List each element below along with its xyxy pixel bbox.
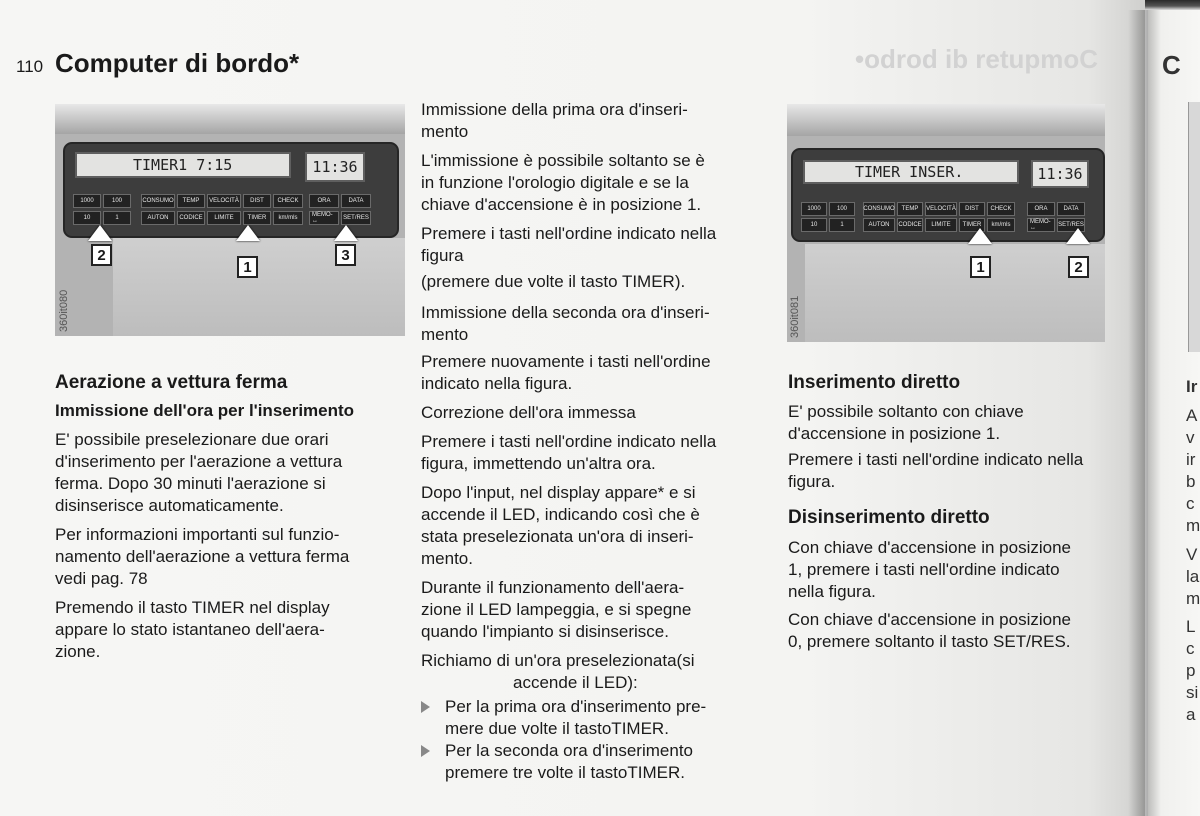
paragraph: Premere nuovamente i tasti nell'ordine indicato nella figura. bbox=[421, 352, 711, 393]
adjacent-page-fragment: A bbox=[1186, 406, 1198, 425]
show-through-title: •odrod ib retupmoC bbox=[855, 44, 1099, 74]
button-row-mid-bottom bbox=[141, 211, 303, 225]
section-subheading: Immissione dell'ora per l'inserimento bbox=[55, 401, 355, 420]
adjacent-page-fragment: si bbox=[1186, 683, 1199, 702]
adjacent-page bbox=[1148, 10, 1200, 816]
button-100[interactable]: 100 bbox=[103, 194, 131, 208]
section-heading: Disinserimento diretto bbox=[788, 507, 990, 528]
button-check[interactable]: CHECK bbox=[987, 202, 1015, 216]
paragraph: Durante il funzionamento dell'aera- zione il LED lampeggia, e si spegne quando l'impianto si disinserisce. bbox=[421, 578, 692, 641]
adjacent-page-fragment: C bbox=[1162, 50, 1181, 80]
button-auton[interactable]: AUTON bbox=[141, 211, 175, 225]
arrow-up-icon bbox=[1066, 228, 1090, 244]
button-row-right-top bbox=[1027, 202, 1085, 216]
button-limite[interactable]: LIMITE bbox=[925, 218, 957, 232]
paragraph: Premere i tasti nell'ordine indicato nella figura. bbox=[788, 450, 1084, 491]
paragraph: Premere i tasti nell'ordine indicato nella figura, immettendo un'altra ora. bbox=[421, 432, 717, 473]
paragraph: Dopo l'input, nel display appare* e si accende il LED, indicando così che è stata preselezionata un'ora di inseri- mento. bbox=[421, 483, 700, 568]
adjacent-page-fragment: a bbox=[1186, 705, 1196, 724]
paragraph: Immissione della prima ora d'inseri- mento bbox=[421, 100, 688, 141]
callout-2: 2 bbox=[91, 244, 112, 266]
callout-3: 3 bbox=[335, 244, 356, 266]
paragraph: Correzione dell'ora immessa bbox=[421, 403, 636, 422]
button-consumo[interactable]: CONSUMO bbox=[863, 202, 895, 216]
clock-display: 11:36 bbox=[1031, 160, 1089, 188]
paragraph: L'immissione è possibile soltanto se è in funzione l'orologio digitale e se la chiave d'accensione è in posizione 1. bbox=[421, 151, 705, 214]
button-row-left-top bbox=[801, 202, 855, 216]
button-data[interactable]: DATA bbox=[341, 194, 371, 208]
paragraph: Con chiave d'accensione in posizione 1, premere i tasti nell'ordine indicato nella figura. bbox=[788, 538, 1071, 601]
arrow-up-icon bbox=[88, 225, 112, 241]
button-temp[interactable]: TEMP bbox=[177, 194, 205, 208]
page-gutter-shadow bbox=[1128, 10, 1150, 816]
adjacent-page-fragment: b bbox=[1186, 472, 1196, 491]
button-codice[interactable]: CODICE bbox=[177, 211, 205, 225]
button-dist[interactable]: DIST bbox=[959, 202, 985, 216]
figure-timer-display-2 bbox=[787, 104, 1105, 342]
button-row-right-bottom bbox=[309, 211, 371, 225]
paragraph: E' possibile preselezionare due orari d'inserimento per l'aerazione a vettura ferma. Dopo 30 minuti l'aerazione si disinserisce automaticamente. bbox=[55, 430, 343, 515]
figure-lower-panel bbox=[805, 244, 1105, 342]
triangle-bullet-icon bbox=[421, 701, 430, 713]
callout-1: 1 bbox=[237, 256, 258, 278]
paragraph: Per informazioni importanti sul funzio- namento dell'aerazione a vettura ferma vedi pag. 78 bbox=[55, 525, 350, 588]
button-set-res[interactable]: SET/RES bbox=[1057, 218, 1085, 232]
adjacent-page-figure-edge bbox=[1188, 102, 1200, 352]
arrow-up-icon bbox=[968, 228, 992, 244]
button-memo[interactable]: MEMO-↔ bbox=[1027, 218, 1055, 232]
figure-timer-display-1 bbox=[55, 104, 405, 336]
callout-1: 1 bbox=[970, 256, 991, 278]
button-velocita[interactable]: VELOCITÀ bbox=[207, 194, 241, 208]
button-memo[interactable]: MEMO-↔ bbox=[309, 211, 339, 225]
figure-sill bbox=[55, 104, 405, 134]
timer-display: TIMER INSER. bbox=[803, 160, 1019, 184]
triangle-bullet-icon bbox=[421, 745, 430, 757]
paragraph: Con chiave d'accensione in posizione 0, premere soltanto il tasto SET/RES. bbox=[788, 610, 1071, 651]
button-1[interactable]: 1 bbox=[103, 211, 131, 225]
button-row-mid-bottom bbox=[863, 218, 1015, 232]
arrow-up-icon bbox=[236, 225, 260, 241]
adjacent-page-fragment: p bbox=[1186, 661, 1196, 680]
page-title: Computer di bordo* bbox=[55, 48, 300, 78]
button-temp[interactable]: TEMP bbox=[897, 202, 923, 216]
button-10[interactable]: 10 bbox=[73, 211, 101, 225]
button-dist[interactable]: DIST bbox=[243, 194, 271, 208]
arrow-up-icon bbox=[334, 225, 358, 241]
figure-code: 360it081 bbox=[789, 295, 801, 338]
button-row-left-bottom bbox=[73, 211, 131, 225]
button-data[interactable]: DATA bbox=[1057, 202, 1085, 216]
button-row-mid-top bbox=[141, 194, 303, 208]
paragraph: Premere i tasti nell'ordine indicato nella figura bbox=[421, 224, 717, 265]
adjacent-page-fragment: c bbox=[1186, 494, 1195, 513]
bullet-item: Per la seconda ora d'inserimento premere tre volte il tastoTIMER. bbox=[421, 740, 693, 784]
page-number: 110 bbox=[16, 57, 44, 76]
button-row-left-bottom bbox=[801, 218, 855, 232]
button-consumo[interactable]: CONSUMO bbox=[141, 194, 175, 208]
button-1000[interactable]: 1000 bbox=[73, 194, 101, 208]
button-limite[interactable]: LIMITE bbox=[207, 211, 241, 225]
adjacent-page-fragment: L bbox=[1186, 617, 1196, 636]
button-timer[interactable]: TIMER bbox=[959, 218, 985, 232]
adjacent-page-fragment: la bbox=[1186, 567, 1200, 586]
figure-code: 360it080 bbox=[58, 289, 70, 332]
button-row-right-top bbox=[309, 194, 371, 208]
button-1[interactable]: 1 bbox=[829, 218, 855, 232]
button-100[interactable]: 100 bbox=[829, 202, 855, 216]
control-panel bbox=[791, 148, 1105, 242]
paragraph: Immissione della seconda ora d'inseri- mento bbox=[421, 303, 710, 344]
button-ora[interactable]: ORA bbox=[309, 194, 339, 208]
clock-display: 11:36 bbox=[305, 152, 365, 182]
button-set-res[interactable]: SET/RES bbox=[341, 211, 371, 225]
adjacent-page-fragment: ir bbox=[1186, 450, 1196, 469]
control-panel bbox=[63, 142, 399, 238]
paragraph: (premere due volte il tasto TIMER). bbox=[421, 272, 686, 291]
button-timer[interactable]: TIMER bbox=[243, 211, 271, 225]
adjacent-page-fragment: c bbox=[1186, 639, 1195, 658]
button-row-left-top bbox=[73, 194, 131, 208]
section-heading: Inserimento diretto bbox=[788, 372, 961, 393]
paragraph: Premendo il tasto TIMER nel display appare lo stato istantaneo dell'aera- zione. bbox=[55, 598, 330, 661]
button-codice[interactable]: CODICE bbox=[897, 218, 923, 232]
button-ora[interactable]: ORA bbox=[1027, 202, 1055, 216]
adjacent-page-fragment: Ir bbox=[1186, 377, 1198, 396]
adjacent-page-fragment: V bbox=[1186, 545, 1198, 564]
section-heading: Aerazione a vettura ferma bbox=[55, 372, 288, 393]
adjacent-page-fragment: v bbox=[1186, 428, 1195, 447]
adjacent-page-fragment: m bbox=[1186, 516, 1200, 535]
button-km-mls[interactable]: km/mls bbox=[273, 211, 303, 225]
paragraph: Richiamo di un'ora preselezionata(si accende il LED): bbox=[421, 651, 695, 692]
button-auton[interactable]: AUTON bbox=[863, 218, 895, 232]
timer-display: TIMER1 7:15 bbox=[75, 152, 291, 178]
figure-sill bbox=[787, 104, 1105, 136]
figure-lower-panel bbox=[113, 238, 405, 336]
button-check[interactable]: CHECK bbox=[273, 194, 303, 208]
button-10[interactable]: 10 bbox=[801, 218, 827, 232]
adjacent-page-fragment: m bbox=[1186, 589, 1200, 608]
paragraph: E' possibile soltanto con chiave d'accensione in posizione 1. bbox=[788, 402, 1024, 443]
callout-2: 2 bbox=[1068, 256, 1089, 278]
bullet-item: Per la prima ora d'inserimento pre- mere due volte il tastoTIMER. bbox=[421, 696, 706, 740]
button-velocita[interactable]: VELOCITÀ bbox=[925, 202, 957, 216]
button-km-mls[interactable]: km/mls bbox=[987, 218, 1015, 232]
button-row-mid-top bbox=[863, 202, 1015, 216]
button-1000[interactable]: 1000 bbox=[801, 202, 827, 216]
